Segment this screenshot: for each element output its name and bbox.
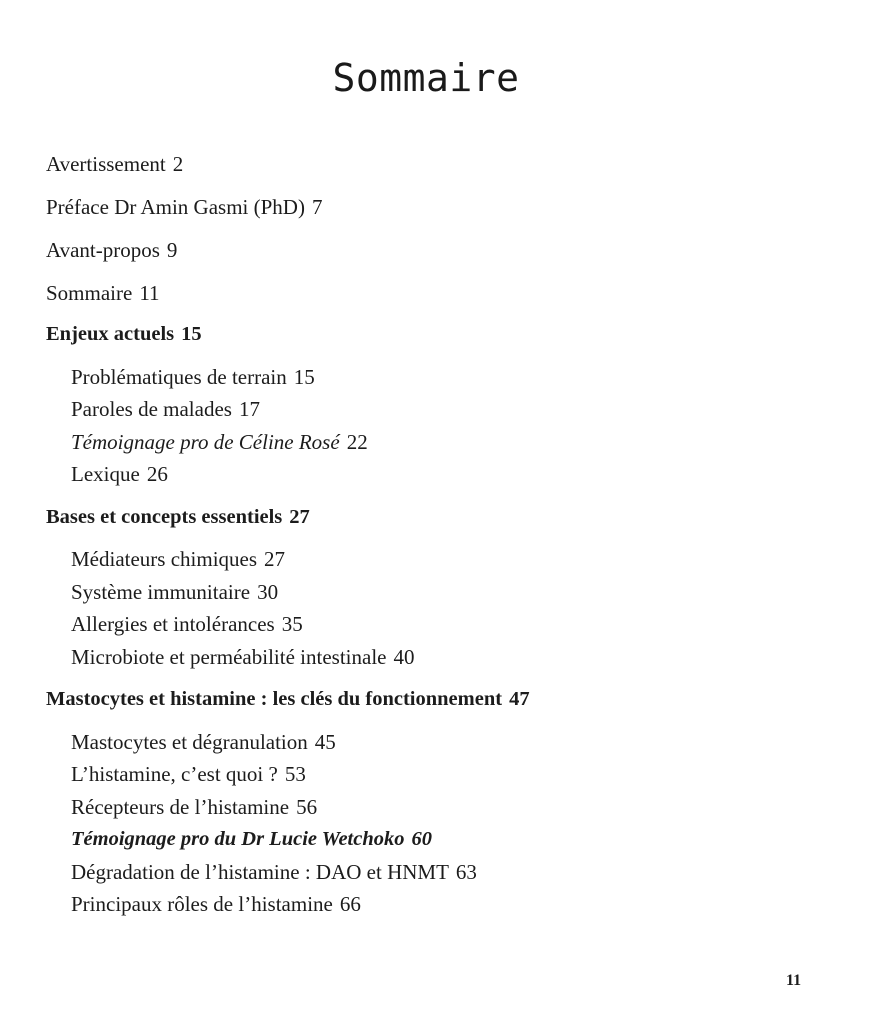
toc-entry-page: 35 [281, 612, 303, 636]
toc-entry-sommaire [46, 281, 160, 305]
toc-entry-page: 40 [393, 645, 415, 669]
toc-entry-label: Récepteurs de l’histamine [71, 795, 290, 819]
page-title: Sommaire [332, 56, 520, 100]
toc-entry-recepteurs [71, 795, 317, 819]
toc-section-page: 47 [509, 688, 530, 710]
toc-entry-label: Paroles de malades [71, 397, 232, 421]
toc-entry-page: 60 [411, 828, 432, 850]
toc-entry-label: Principaux rôles de l’histamine [71, 892, 333, 916]
toc-entry-systeme-immunitaire [71, 580, 278, 604]
toc-section-label: Bases et concepts essentiels [46, 506, 283, 528]
toc-entry-page: 66 [339, 892, 361, 916]
toc-section-page: 15 [181, 323, 202, 345]
toc-section-bases [46, 505, 310, 529]
toc-entry-page: 9 [166, 238, 178, 262]
toc-entry-lexique [71, 462, 168, 486]
toc-entry-temoignage-rose [71, 430, 368, 454]
toc-entry-label: Témoignage pro de Céline Rosé [71, 430, 340, 454]
toc-entry-avant-propos [46, 238, 177, 262]
toc-entry-label: Avant-propos [46, 238, 160, 262]
toc-section-label: Enjeux actuels [46, 323, 175, 345]
toc-entry-label: Problématiques de terrain [71, 365, 287, 389]
toc-entry-page: 27 [264, 547, 286, 571]
toc-entry-label: Lexique [71, 462, 140, 486]
toc-entry-page: 26 [146, 462, 168, 486]
toc-entry-page: 63 [455, 860, 477, 884]
toc-entry-problematiques [71, 365, 315, 389]
toc-entry-page: 11 [139, 281, 160, 305]
toc-entry-avertissement [46, 152, 183, 176]
toc-section-enjeux-actuels [46, 322, 202, 346]
toc-entry-page: 30 [257, 580, 279, 604]
toc-entry-page: 22 [346, 430, 368, 454]
toc-entry-label: Médiateurs chimiques [71, 547, 258, 571]
toc-entry-label: L’histamine, c’est quoi ? [71, 762, 278, 786]
toc-entry-microbiote [71, 645, 414, 669]
toc-section-label: Mastocytes et histamine : les clés du fonctionnement [46, 688, 503, 710]
toc-entry-label: Allergies et intolérances [71, 612, 275, 636]
toc-entry-degranulation [71, 730, 336, 754]
toc-entry-label: Préface Dr Amin Gasmi (PhD) [46, 195, 305, 219]
toc-entry-label: Témoignage pro du Dr Lucie Wetchoko [71, 828, 405, 850]
toc-entry-mediateurs [71, 547, 285, 571]
toc-entry-histamine-quoi [71, 762, 306, 786]
toc-entry-preface [46, 195, 322, 219]
toc-entry-label: Mastocytes et dégranulation [71, 730, 308, 754]
toc-entry-page: 2 [172, 152, 184, 176]
toc-entry-label: Système immunitaire [71, 580, 251, 604]
toc-entry-page: 56 [296, 795, 318, 819]
toc-entry-temoignage-wetchoko [71, 827, 432, 851]
toc-entry-label: Avertissement [46, 152, 166, 176]
toc-entry-paroles [71, 397, 260, 421]
toc-section-page: 27 [289, 506, 310, 528]
toc-entry-page: 15 [293, 365, 315, 389]
toc-entry-degradation [71, 860, 477, 884]
toc-entry-page: 7 [311, 195, 323, 219]
toc-entry-label: Sommaire [46, 281, 133, 305]
toc-entry-page: 53 [284, 762, 306, 786]
toc-entry-roles [71, 892, 361, 916]
toc-section-mastocytes-histamine [46, 687, 530, 711]
page-number: 11 [786, 972, 802, 989]
toc-entry-page: 45 [314, 730, 336, 754]
toc-entry-label: Dégradation de l’histamine : DAO et HNMT [71, 860, 449, 884]
toc-entry-allergies [71, 612, 303, 636]
toc-entry-page: 17 [238, 397, 260, 421]
toc-entry-label: Microbiote et perméabilité intestinale [71, 645, 387, 669]
